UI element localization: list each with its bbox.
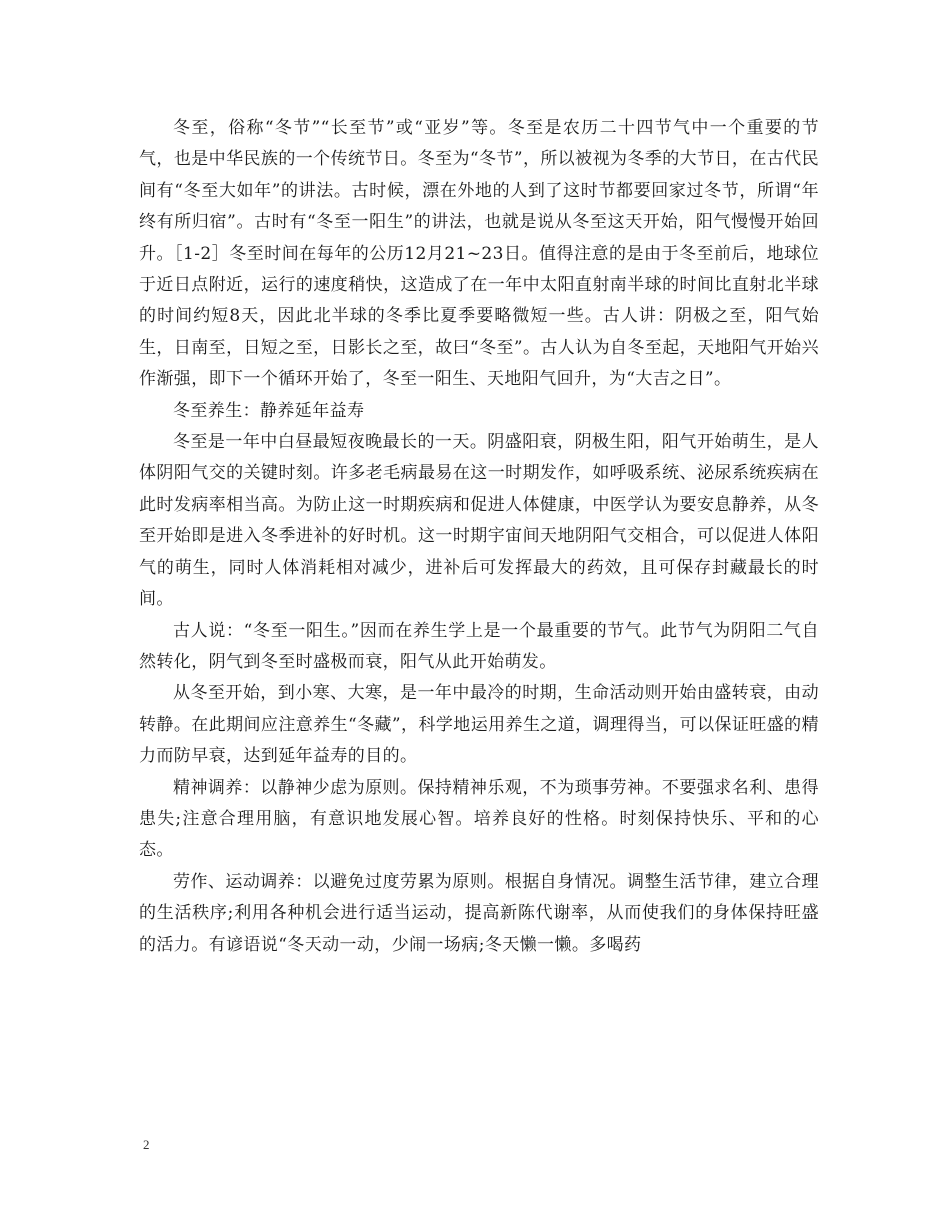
paragraph-exercise-care: 劳作、运动调养：以避免过度劳累为原则。根据自身情况。调整生活节律，建立合理的生活秩序;利用各种机会进行适当运动，提高新陈代谢率，从而使我们的身体保持旺盛的活力。有谚语说“冬天动一动，少闹一场病;冬天懒一懒。多喝药 [139, 871, 819, 955]
paragraph-coldest-period: 从冬至开始，到小寒、大寒，是一年中最冷的时期，生命活动则开始由盛转衰，由动转静。在此期间应注意养生“冬藏”，科学地运用养生之道，调理得当，可以保证旺盛的精力而防早衰，达到延年益寿的目的。 [139, 683, 819, 767]
paragraph-ancient-saying: 古人说：“冬至一阳生。”因而在养生学上是一个最重要的节气。此节气为阴阳二气自然转化，阴气到冬至时盛极而衰，阳气从此开始萌发。 [139, 620, 819, 672]
paragraph-shortest-day: 冬至是一年中白昼最短夜晚最长的一天。阴盛阳衰，阴极生阳，阳气开始萌生，是人体阴阳气交的关键时刻。许多老毛病最易在这一时期发作，如呼吸系统、泌尿系统疾病在此时发病率相当高。为防止这一时期疾病和促进人体健康，中医学认为要安息静养，从冬至开始即是进入冬季进补的好时机。这一时期宇宙间天地阴阳气交相合，可以促进人体阳气的萌生，同时人体消耗相对减少，进补后可发挥最大的药效，且可保存封藏最长的时间。 [139, 432, 819, 610]
section-heading: 冬至养生：静养延年益寿 [173, 400, 365, 421]
paragraph-winter-solstice-intro: 冬至，俗称“冬节”“长至节”或“亚岁”等。冬至是农历二十四节气中一个重要的节气，也是中华民族的一个传统节日。冬至为“冬节”，所以被视为冬季的大节日，在古代民间有“冬至大如年”的讲法。古时候，漂在外地的人到了这时节都要回家过冬节，所谓“年终有所归宿”。古时有“冬至一阳生”的讲法，也就是说从冬至这天开始，阳气慢慢开始回升。［1-2］冬至时间在每年的公历12月21~23日。值得注意的是由于冬至前后，地球位于近日点附近，运行的速度稍快，这造成了在一年中太阳直射南半球的时间比直射北半球的时间约短8天，因此北半球的冬季比夏季要略微短一些。古人讲：阴极之至，阳气始生，日南至，日短之至，日影长之至，故曰“冬至”。古人认为自冬至起，天地阳气开始兴作渐强，即下一个循环开始了，冬至一阳生、天地阳气回升，为“大吉之日”。 [139, 118, 820, 390]
document-body [139, 113, 819, 961]
page-number: 2 [143, 1137, 150, 1152]
paragraph-mental-care: 精神调养：以静神少虑为原则。保持精神乐观，不为琐事劳神。不要强求名利、患得患失;注意合理用脑，有意识地发展心智。培养良好的性格。时刻保持快乐、平和的心态。 [139, 777, 819, 861]
